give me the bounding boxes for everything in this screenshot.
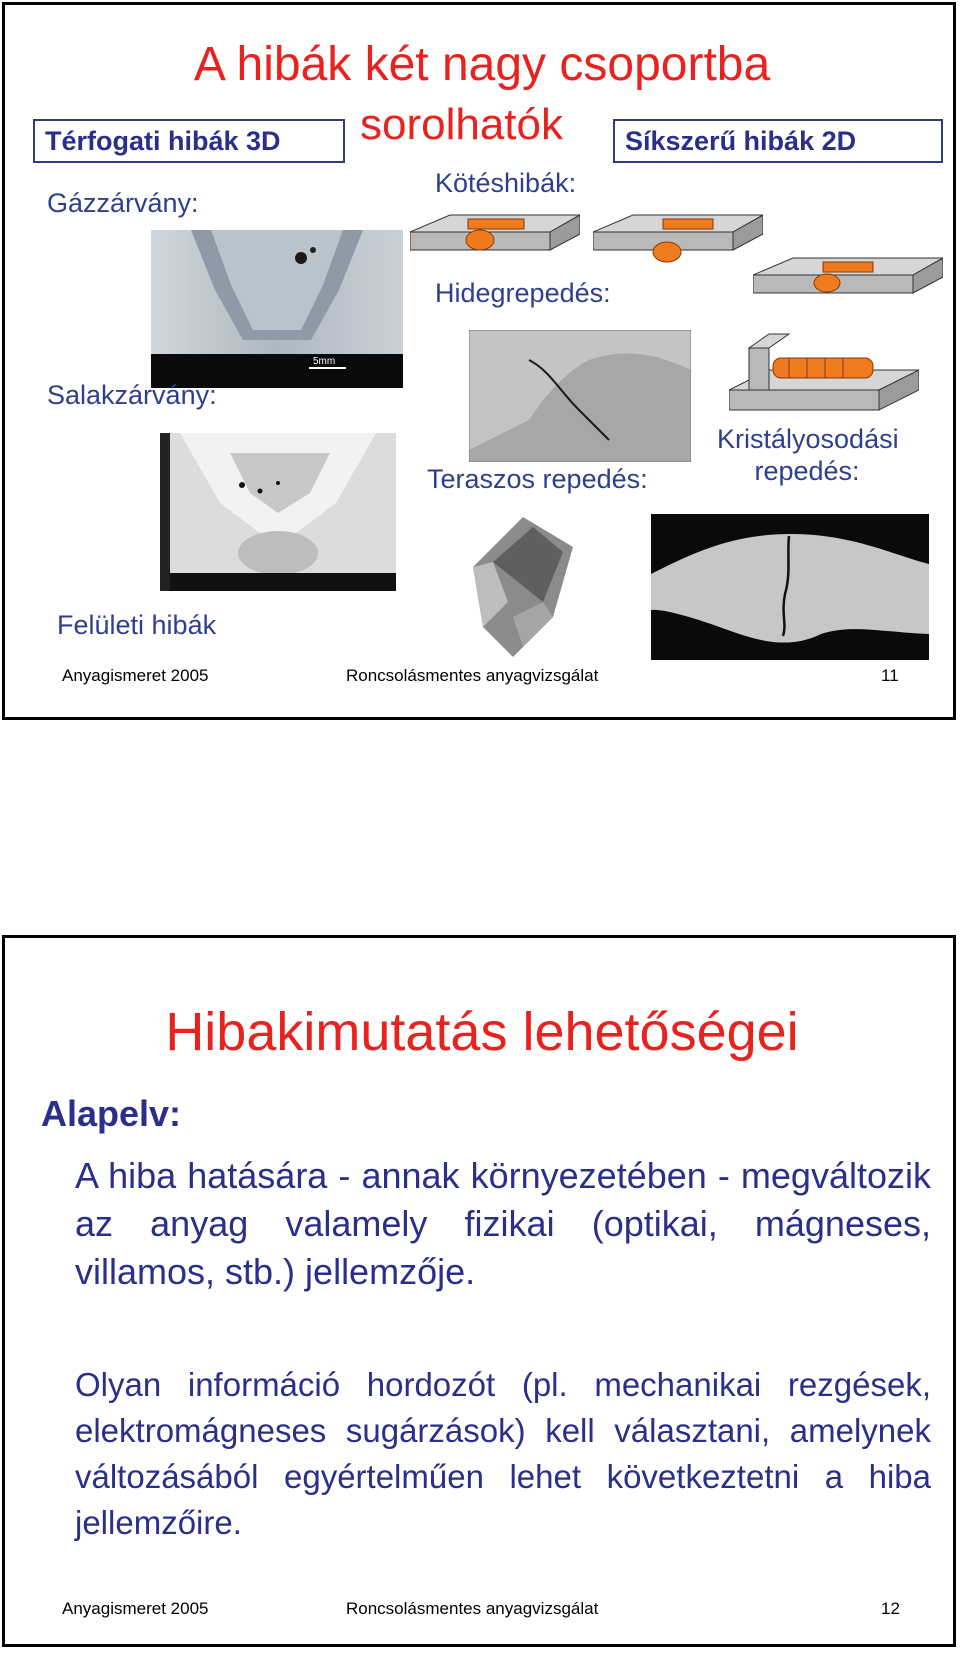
slide-title <box>5 37 959 93</box>
principle-label: Alapelv: <box>41 1093 182 1134</box>
lamellar-tearing-photo <box>453 507 595 661</box>
volumetric-defects-label: Térfogati hibák 3D <box>33 119 345 163</box>
solidification-crack-label <box>717 423 897 487</box>
slide-title: Hibakimutatás lehetőségei <box>165 1002 799 1062</box>
fusion-defect-diagram-2 <box>593 210 763 270</box>
fusion-defect-diagram-3 <box>753 253 943 313</box>
slag-inclusion-photo <box>160 433 396 591</box>
solidification-crack-label-line2: repedés: <box>754 456 860 486</box>
planar-defects-label: Síkszerű hibák 2D <box>613 119 943 163</box>
surface-defects-label: Felületi hibák <box>57 610 217 640</box>
cold-crack-label: Hidegrepedés: <box>435 278 611 308</box>
title-line-1: A hibák két nagy csoportba <box>193 38 771 91</box>
fusion-defect-diagram-1 <box>410 210 580 270</box>
lamellar-tearing-label: Teraszos repedés: <box>427 464 648 494</box>
fillet-weld-diagram <box>729 330 919 430</box>
solidification-crack-label-line1: Kristályosodási <box>717 424 899 454</box>
gas-inclusion-label: Gázzárvány: <box>47 188 199 218</box>
cold-crack-photo <box>469 330 691 462</box>
scale-bar-label: 5mm <box>313 356 336 367</box>
footer-center: Roncsolásmentes anyagvizsgálat <box>346 666 599 685</box>
slide-12 <box>2 935 956 1647</box>
slag-inclusion-label: Salakzárvány: <box>47 380 217 410</box>
footer-page-number: 11 <box>881 666 899 685</box>
solidification-crack-photo <box>651 514 929 660</box>
slide-11 <box>2 2 956 720</box>
footer-left: Anyagismeret 2005 <box>62 1599 209 1618</box>
information-carrier-paragraph: Olyan információ hordozót (pl. mechanikai rezgések, elektromágneses sugárzások) kell választani, amelynek változásából egyértelműen lehet következtetni a hiba jellemzőire. <box>75 1366 931 1541</box>
footer-page-number: 12 <box>881 1599 900 1618</box>
footer-center: Roncsolásmentes anyagvizsgálat <box>346 1599 599 1618</box>
gas-inclusion-photo <box>151 230 403 388</box>
principle-paragraph: A hiba hatására - annak környezetében - megváltozik az anyag valamely fizikai (optikai, mágneses, villamos, stb.) jellemzője. <box>75 1155 931 1292</box>
title-line-2: sorolhatók <box>360 100 564 149</box>
fusion-defects-label: Kötéshibák: <box>435 168 577 198</box>
footer-left: Anyagismeret 2005 <box>62 666 209 685</box>
